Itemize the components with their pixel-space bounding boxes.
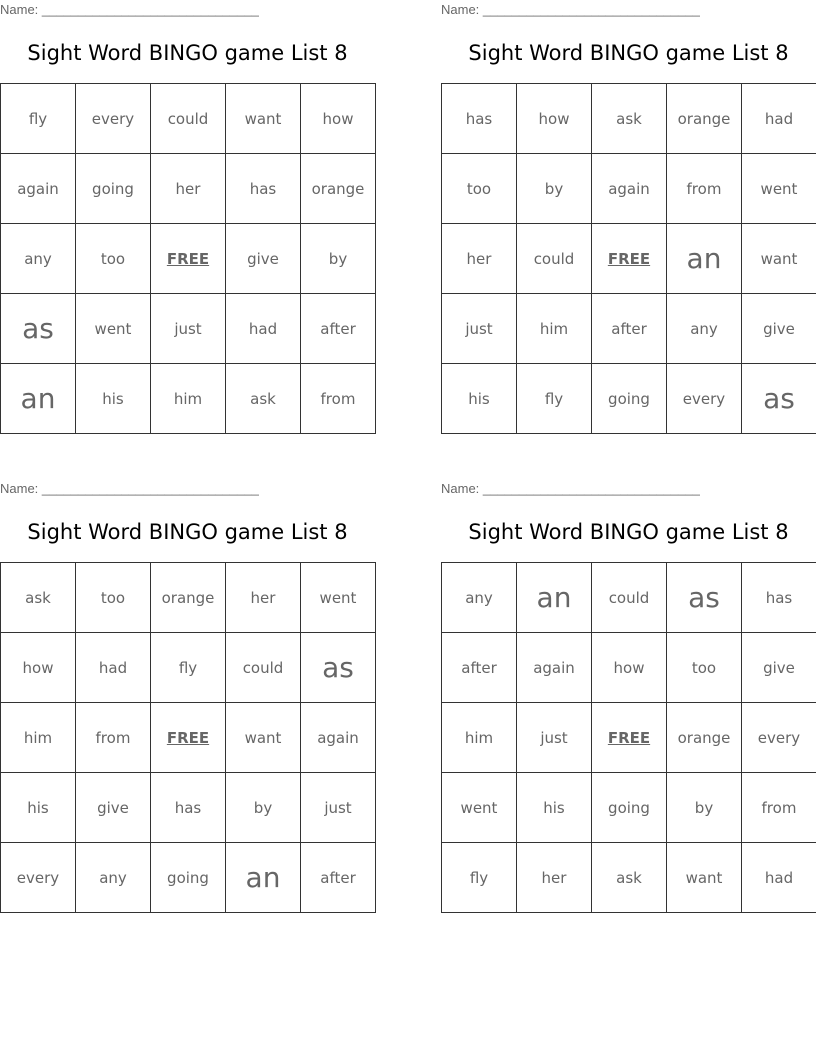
free-space-cell: FREE	[151, 703, 226, 773]
grid-row	[1, 294, 376, 364]
word-cell: again	[301, 703, 376, 773]
word-cell: an	[226, 843, 301, 913]
bingo-grid	[0, 562, 376, 913]
word-cell: went	[442, 773, 517, 843]
grid-row	[1, 154, 376, 224]
word-cell: any	[1, 224, 76, 294]
word-cell: too	[667, 633, 742, 703]
word-cell: going	[592, 364, 667, 434]
grid-row	[1, 633, 376, 703]
word-cell: from	[667, 154, 742, 224]
word-cell: going	[76, 154, 151, 224]
word-cell: could	[151, 84, 226, 154]
word-cell: an	[667, 224, 742, 294]
word-cell: fly	[442, 843, 517, 913]
word-cell: just	[151, 294, 226, 364]
word-cell: how	[592, 633, 667, 703]
word-cell: orange	[667, 703, 742, 773]
grid-row	[1, 224, 376, 294]
word-cell: from	[742, 773, 816, 843]
word-cell: want	[667, 843, 742, 913]
word-cell: again	[592, 154, 667, 224]
word-cell: give	[76, 773, 151, 843]
grid-row	[442, 633, 816, 703]
name-label: Name: ______________________________	[441, 481, 700, 496]
word-cell: went	[301, 563, 376, 633]
word-cell: had	[76, 633, 151, 703]
word-cell: fly	[1, 84, 76, 154]
free-space-cell: FREE	[151, 224, 226, 294]
word-cell: ask	[592, 843, 667, 913]
word-cell: just	[442, 294, 517, 364]
word-cell: want	[226, 703, 301, 773]
word-cell: any	[76, 843, 151, 913]
word-cell: her	[151, 154, 226, 224]
word-cell: fly	[517, 364, 592, 434]
card-title: Sight Word BINGO game List 8	[27, 520, 348, 544]
grid-row	[442, 294, 816, 364]
word-cell: as	[1, 294, 76, 364]
word-cell: has	[226, 154, 301, 224]
grid-row	[442, 773, 816, 843]
word-cell: too	[76, 224, 151, 294]
word-cell: could	[517, 224, 592, 294]
word-cell: going	[151, 843, 226, 913]
word-cell: had	[742, 843, 816, 913]
word-cell: give	[742, 294, 816, 364]
word-cell: went	[742, 154, 816, 224]
name-label: Name: ______________________________	[0, 481, 259, 496]
word-cell: after	[301, 843, 376, 913]
word-cell: ask	[226, 364, 301, 434]
grid-row	[1, 84, 376, 154]
word-cell: every	[1, 843, 76, 913]
word-cell: his	[1, 773, 76, 843]
word-cell: want	[226, 84, 301, 154]
word-cell: every	[667, 364, 742, 434]
bingo-grid	[441, 562, 816, 913]
word-cell: him	[442, 703, 517, 773]
word-cell: by	[667, 773, 742, 843]
word-cell: ask	[592, 84, 667, 154]
grid-row	[442, 84, 816, 154]
card-title: Sight Word BINGO game List 8	[468, 520, 789, 544]
word-cell: his	[76, 364, 151, 434]
word-cell: every	[76, 84, 151, 154]
word-cell: has	[742, 563, 816, 633]
word-cell: her	[517, 843, 592, 913]
word-cell: how	[1, 633, 76, 703]
word-cell: an	[517, 563, 592, 633]
word-cell: an	[1, 364, 76, 434]
word-cell: her	[226, 563, 301, 633]
word-cell: had	[226, 294, 301, 364]
word-cell: every	[742, 703, 816, 773]
word-cell: could	[226, 633, 301, 703]
word-cell: orange	[667, 84, 742, 154]
grid-row	[442, 364, 816, 434]
word-cell: him	[151, 364, 226, 434]
word-cell: could	[592, 563, 667, 633]
free-space-cell: FREE	[592, 224, 667, 294]
word-cell: orange	[301, 154, 376, 224]
grid-row	[1, 364, 376, 434]
word-cell: him	[1, 703, 76, 773]
word-cell: want	[742, 224, 816, 294]
word-cell: too	[76, 563, 151, 633]
grid-row	[442, 703, 816, 773]
word-cell: her	[442, 224, 517, 294]
word-cell: how	[517, 84, 592, 154]
grid-row	[442, 843, 816, 913]
card-title: Sight Word BINGO game List 8	[468, 41, 789, 65]
word-cell: ask	[1, 563, 76, 633]
word-cell: went	[76, 294, 151, 364]
grid-row	[1, 773, 376, 843]
word-cell: fly	[151, 633, 226, 703]
word-cell: just	[301, 773, 376, 843]
word-cell: give	[742, 633, 816, 703]
word-cell: his	[442, 364, 517, 434]
word-cell: too	[442, 154, 517, 224]
word-cell: any	[667, 294, 742, 364]
word-cell: by	[226, 773, 301, 843]
word-cell: him	[517, 294, 592, 364]
word-cell: from	[301, 364, 376, 434]
grid-row	[442, 154, 816, 224]
word-cell: as	[667, 563, 742, 633]
word-cell: going	[592, 773, 667, 843]
bingo-grid	[0, 83, 376, 434]
word-cell: any	[442, 563, 517, 633]
free-space-cell: FREE	[592, 703, 667, 773]
word-cell: after	[442, 633, 517, 703]
word-cell: after	[301, 294, 376, 364]
grid-row	[1, 843, 376, 913]
grid-row	[442, 224, 816, 294]
card-title: Sight Word BINGO game List 8	[27, 41, 348, 65]
word-cell: by	[301, 224, 376, 294]
word-cell: just	[517, 703, 592, 773]
word-cell: after	[592, 294, 667, 364]
word-cell: from	[76, 703, 151, 773]
word-cell: orange	[151, 563, 226, 633]
word-cell: had	[742, 84, 816, 154]
word-cell: again	[1, 154, 76, 224]
name-label: Name: ______________________________	[441, 2, 700, 17]
word-cell: give	[226, 224, 301, 294]
word-cell: as	[301, 633, 376, 703]
word-cell: how	[301, 84, 376, 154]
word-cell: again	[517, 633, 592, 703]
word-cell: has	[442, 84, 517, 154]
grid-row	[1, 563, 376, 633]
word-cell: by	[517, 154, 592, 224]
name-label: Name: ______________________________	[0, 2, 259, 17]
bingo-grid	[441, 83, 816, 434]
grid-row	[1, 703, 376, 773]
word-cell: his	[517, 773, 592, 843]
grid-row	[442, 563, 816, 633]
word-cell: has	[151, 773, 226, 843]
word-cell: as	[742, 364, 816, 434]
